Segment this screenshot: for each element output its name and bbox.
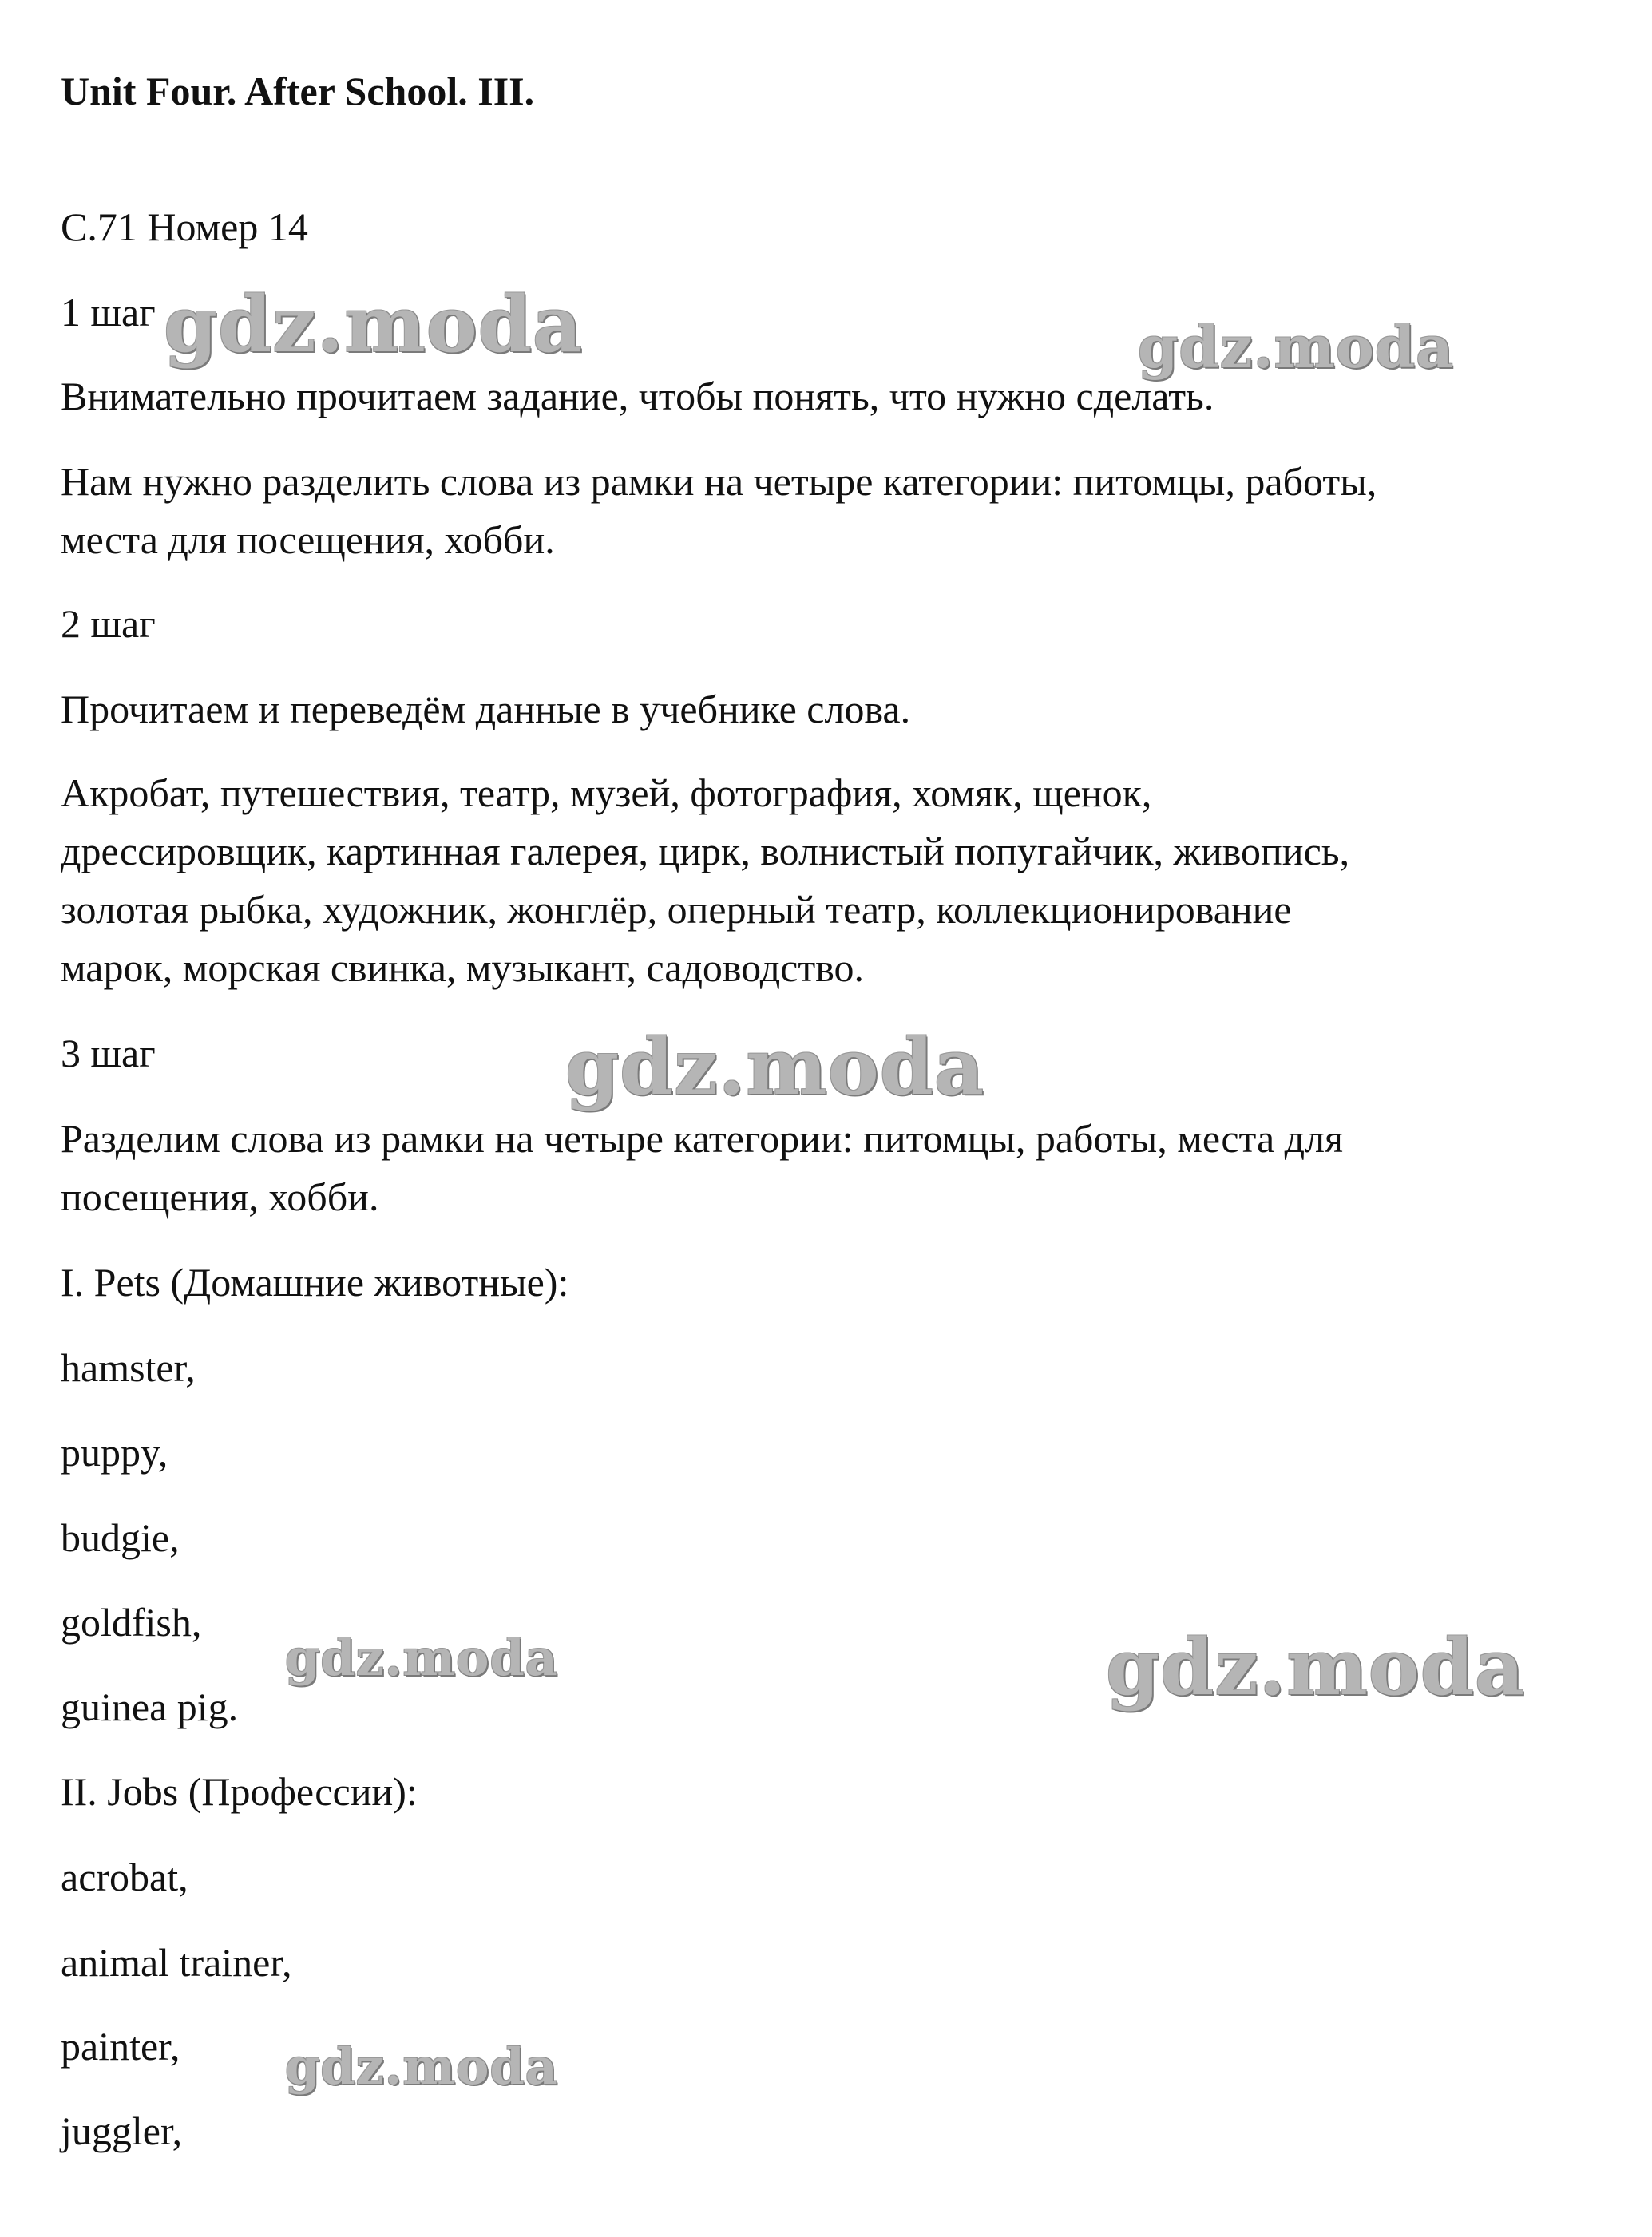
pets-item: guinea pig. (61, 1685, 239, 1729)
step-3-label: 3 шаг (61, 1031, 156, 1075)
jobs-item: painter, (61, 2024, 180, 2069)
document-title: Unit Four. After School. III. (61, 69, 535, 113)
step-2-text: Прочитаем и переведём данные в учебнике слова. (61, 687, 911, 731)
step-1-text: Внимательно прочитаем задание, чтобы понять, что нужно сделать. (61, 374, 1214, 418)
step-1-label: 1 шаг (61, 290, 156, 335)
jobs-heading: II. Jobs (Профессии): (61, 1769, 418, 1814)
step-3-text-line-2: посещения, хобби. (61, 1174, 379, 1219)
pets-item: puppy, (61, 1430, 168, 1475)
word-list-line-4: марок, морская свинка, музыкант, садоводство. (61, 945, 864, 990)
step-1-task-line-1: Нам нужно разделить слова из рамки на четыре категории: питомцы, работы, (61, 459, 1377, 504)
word-list-line-2: дрессировщик, картинная галерея, цирк, волнистый попугайчик, живопись, (61, 829, 1350, 873)
step-3-text-line-1: Разделим слова из рамки на четыре категории: питомцы, работы, места для (61, 1116, 1344, 1161)
watermark: gdz.moda (285, 2037, 558, 2096)
watermark: gdz.moda (1138, 313, 1454, 381)
watermark: gdz.moda (565, 1022, 985, 1112)
word-list-line-3: золотая рыбка, художник, жонглёр, оперный театр, коллекционирование (61, 887, 1292, 932)
pets-item: goldfish, (61, 1600, 202, 1645)
page-reference: С.71 Номер 14 (61, 204, 308, 249)
watermark: gdz.moda (285, 1629, 558, 1687)
jobs-item: juggler, (61, 2108, 183, 2153)
watermark: gdz.moda (1106, 1622, 1526, 1712)
pets-heading: I. Pets (Домашние животные): (61, 1260, 569, 1305)
jobs-item: acrobat, (61, 1855, 188, 1899)
pets-item: hamster, (61, 1345, 196, 1390)
jobs-item: animal trainer, (61, 1940, 292, 1985)
word-list-line-1: Акробат, путешествия, театр, музей, фотография, хомяк, щенок, (61, 770, 1152, 815)
pets-item: budgie, (61, 1515, 180, 1560)
watermark: gdz.moda (164, 279, 584, 370)
step-2-label: 2 шаг (61, 601, 156, 646)
step-1-task-line-2: места для посещения, хобби. (61, 517, 555, 562)
